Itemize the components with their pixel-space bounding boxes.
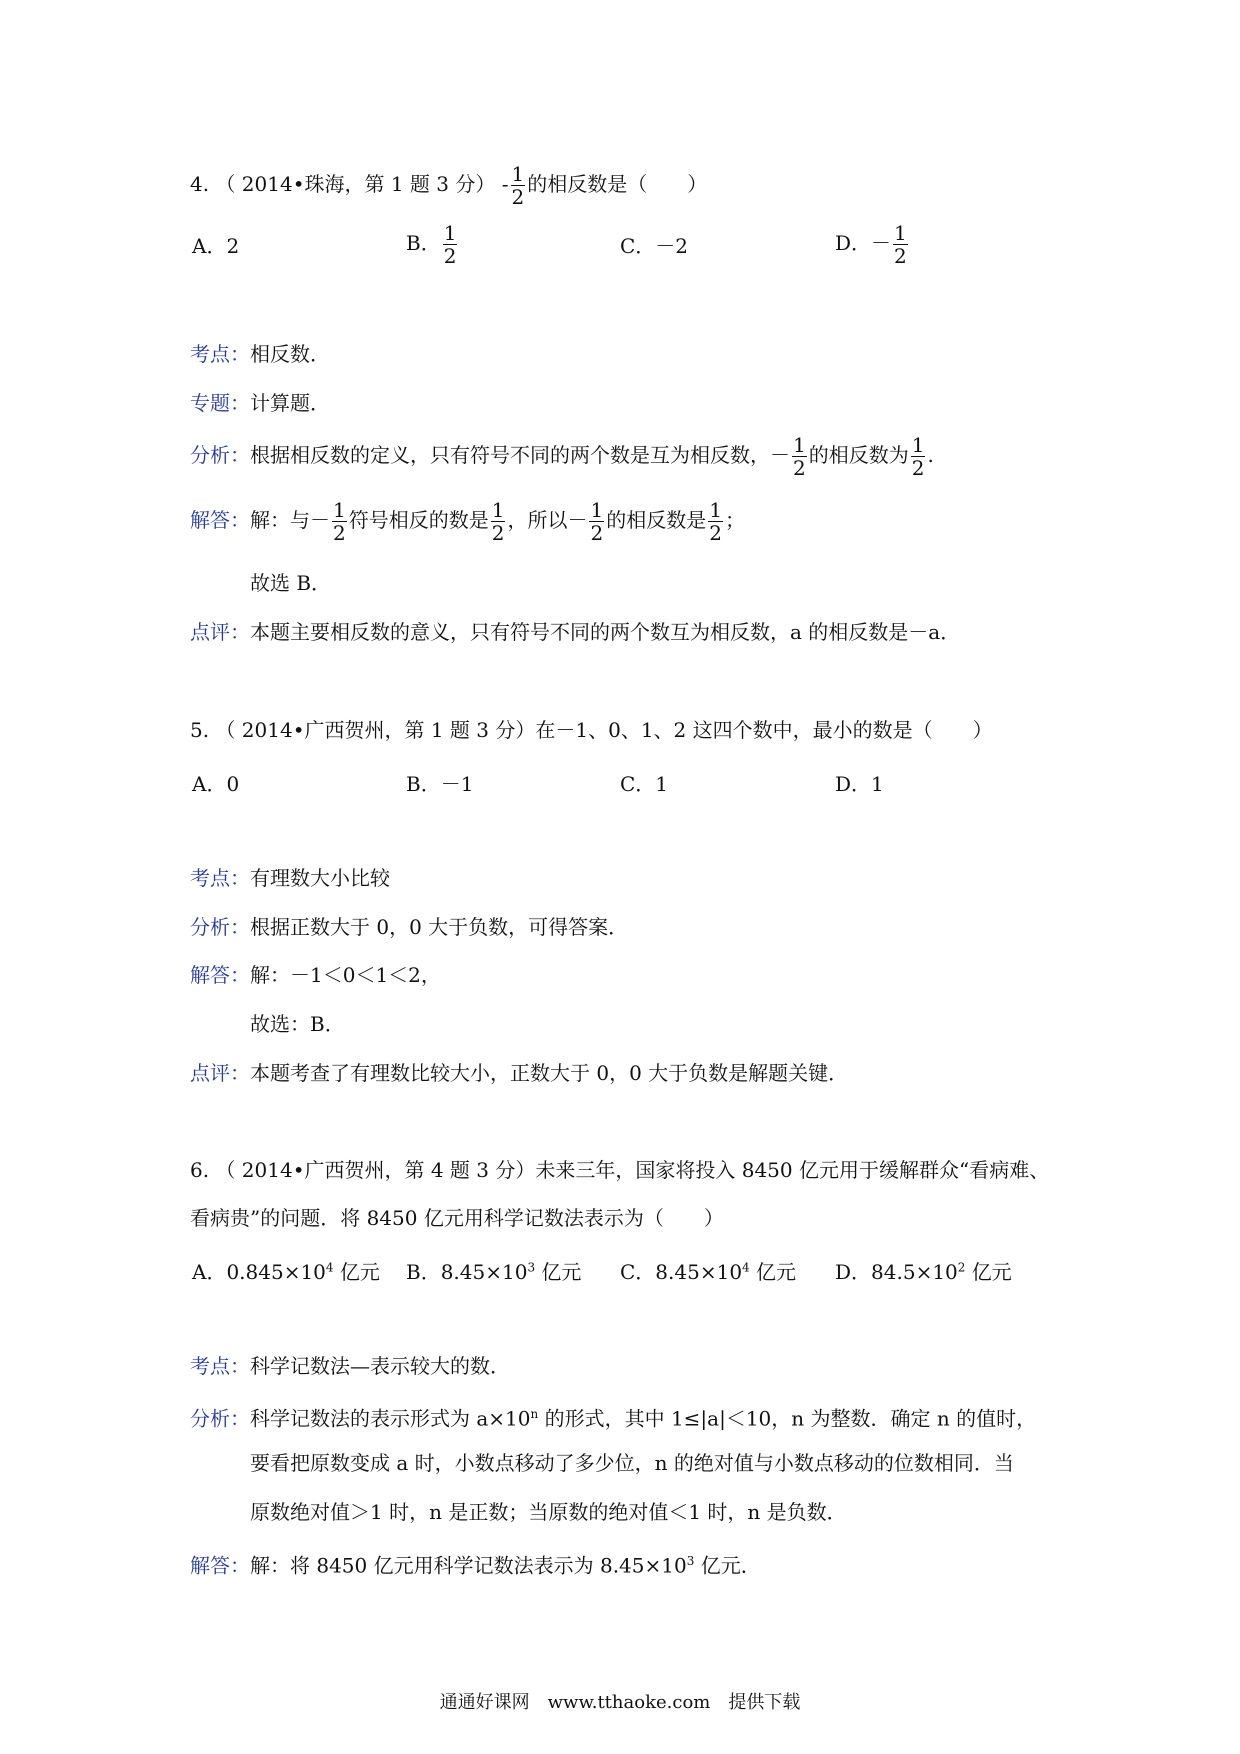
q4-option-d: D．－ $\frac{1}{2}$ — [835, 221, 907, 268]
q6-kaodian: 考点：科学记数法—表示较大的数． — [190, 1354, 510, 1378]
q4-option-b: B． $\frac{1}{2}$ — [406, 221, 457, 268]
q6-fenxi-line-3: 原数绝对值＞1 时，n 是正数；当原数的绝对值＜1 时，n 是负数． — [250, 1500, 847, 1524]
q4-stem-pre: 4. （ 2014•珠海，第 1 题 3 分） - — [190, 172, 509, 196]
q5-kaodian: 考点：有理数大小比较 — [190, 866, 390, 890]
q5-stem: 5. （ 2014•广西贺州，第 1 题 3 分）在－1、0、1、2 这四个数中，最小的数是（ ） — [190, 718, 993, 742]
q5-jieda: 解答：解：－1＜0＜1＜2， — [190, 963, 441, 987]
q6-option-b: B．$8.45\times 10^3$ 亿元 — [406, 1260, 582, 1284]
q4-fenxi: 分析：根据相反数的定义，只有符号不同的两个数是互为相反数，－ $\frac{1}{2}$ 的相反数为 $\frac{1}{2}$ . — [190, 433, 934, 480]
q5-option-a: A．0 — [192, 772, 240, 796]
q4-jieda: 解答：解：与－ $\frac{1}{2}$ 符号相反的数是 $\frac{1}{2}$ ，所以－ $\frac{1}{2}$ 的相反数是 $\frac{1}{2}$ ； — [190, 498, 745, 545]
q4-kaodian: 考点：相反数． — [190, 342, 330, 366]
q6-fenxi-line-1: 分析：科学记数法的表示形式为 $a\times 10^n$ 的形式，其中 1≤|a|＜10，n 为整数．确定 n 的值时， — [190, 1406, 1037, 1431]
q5-guxuan: 故选：B． — [250, 1012, 345, 1036]
q6-stem-line-1: 6. （ 2014•广西贺州，第 4 题 3 分）未来三年，国家将投入 8450 亿元用于缓解群众“看病难、 — [190, 1158, 1050, 1182]
q4-option-c: C．－2 — [620, 234, 689, 258]
q5-fenxi: 分析：根据正数大于 0，0 大于负数，可得答案． — [190, 915, 629, 939]
q4-guxuan: 故选 B． — [250, 571, 332, 595]
q6-option-d: D．$84.5\times 10^2$ 亿元 — [835, 1260, 1012, 1284]
q6-stem-line-2: 看病贵”的问题．将 8450 亿元用科学记数法表示为（ ） — [190, 1206, 724, 1230]
q5-option-b: B．－1 — [406, 772, 474, 796]
q4-stem-post: 的相反数是（ ） — [527, 172, 708, 196]
q6-jieda: 解答：解：将 8450 亿元用科学记数法表示为 $8.45\times 10^3$ 亿元． — [190, 1553, 761, 1578]
q4-option-a: A．2 — [192, 234, 240, 258]
q5-dianping: 点评：本题考查了有理数比较大小，正数大于 0，0 大于负数是解题关键． — [190, 1061, 849, 1085]
page-footer: 通通好课网 www.tthaoke.com 提供下载 — [439, 1692, 801, 1713]
q6-option-a: A．$0.845\times 10^4$ 亿元 — [192, 1260, 380, 1284]
q6-option-c: C．$8.45\times 10^4$ 亿元 — [620, 1260, 797, 1284]
q4-stem — [190, 163, 707, 208]
q4-zhuanti: 专题：计算题． — [190, 391, 330, 415]
q4-dianping: 点评：本题主要相反数的意义，只有符号不同的两个数互为相反数，a 的相反数是－a． — [190, 620, 961, 644]
fraction: $\frac{1}{2}$ — [511, 162, 525, 209]
q5-option-d: D．1 — [835, 772, 884, 796]
q6-fenxi-line-2: 要看把原数变成 a 时，小数点移动了多少位，n 的绝对值与小数点移动的位数相同．当 — [250, 1451, 1014, 1475]
q5-option-c: C．1 — [620, 772, 669, 796]
